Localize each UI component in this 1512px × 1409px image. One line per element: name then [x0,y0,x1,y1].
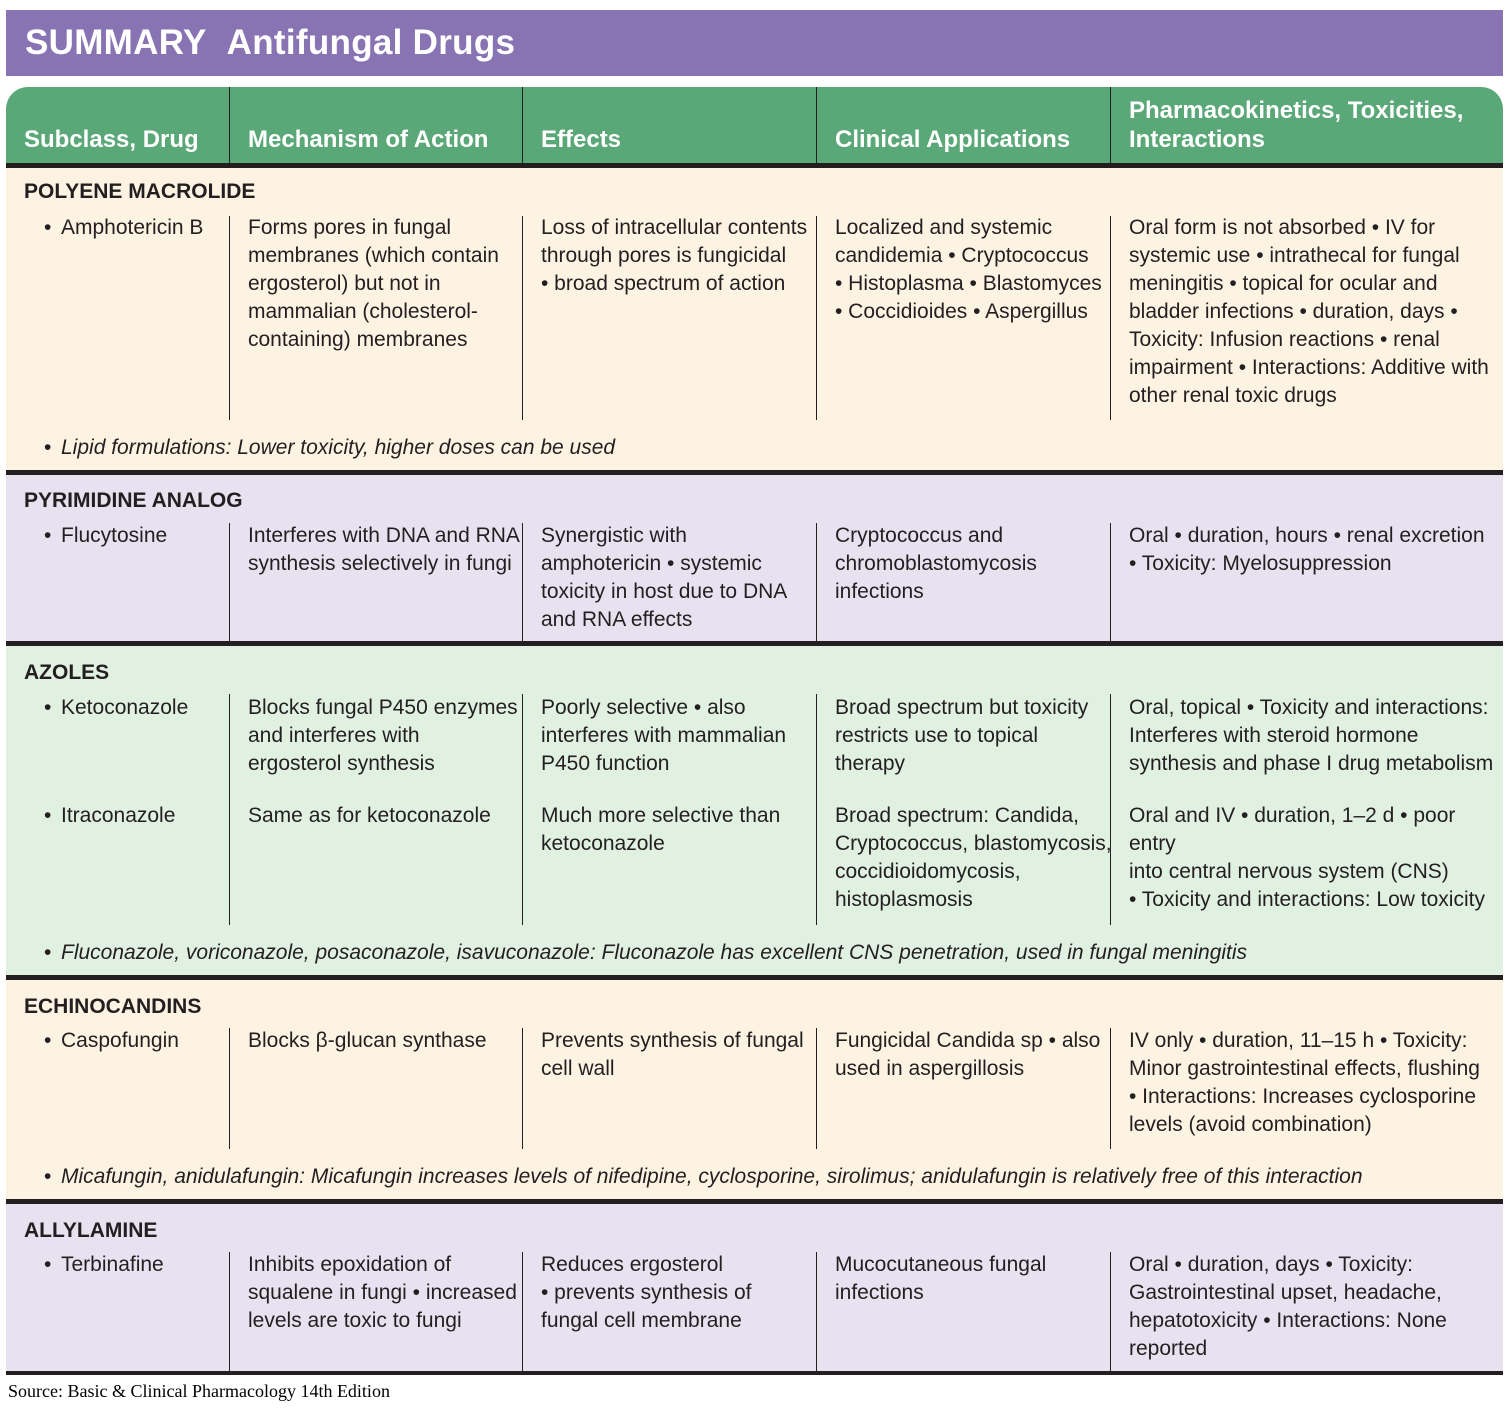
text-line: and RNA effects [541,608,693,631]
text-line: Reduces ergosterol [541,1253,724,1276]
text-line: • Coccidioides • Aspergillus [835,300,1088,323]
text-line: ergosterol synthesis [248,752,435,775]
header-divider [229,87,230,163]
text-line: Minor gastrointestinal effects, flushing [1129,1057,1480,1080]
text-line: hepatotoxicity • Interactions: None [1129,1309,1447,1332]
column-divider [229,694,230,925]
text-line: cell wall [541,1057,615,1080]
text-line: meningitis • topical for ocular and [1129,272,1438,295]
section-note: • Micafungin, anidulafungin: Micafungin increases levels of nifedipine, cyclosporine, sirolimus; anidulafungin is relatively free of this interaction [44,1165,1363,1188]
page-title [25,23,515,63]
column-divider [229,1028,230,1149]
column-divider [229,216,230,420]
section-title: POLYENE MACROLIDE [24,180,256,203]
header-divider [522,87,523,163]
clinical-cell [835,214,1102,326]
text-line: Synergistic with [541,524,687,547]
text-line: bladder infections • duration, days • [1129,300,1458,323]
header-pk-line-2: Interactions [1129,126,1266,153]
column-divider [816,216,817,420]
pharmacokinetics-cell [1129,522,1485,578]
drug-caspofungin: Caspofungin [61,1029,179,1052]
drug-amphotericin-b: Amphotericin B [61,216,204,239]
text-line: Oral, topical • Toxicity and interactions: [1129,696,1489,719]
text-line: • Toxicity: Myelosuppression [1129,552,1392,575]
header-subclass-drug: Subclass, Drug [24,126,199,153]
text-line: levels (avoid combination) [1129,1113,1372,1136]
text-line: coccidioidomycosis, [835,860,1021,883]
text-line: Oral and IV • duration, 1–2 d • poor entry [1129,804,1456,855]
column-divider [816,523,817,641]
text-line: P450 function [541,752,670,775]
column-divider [522,694,523,925]
text-line: used in aspergillosis [835,1057,1025,1080]
header-divider [1110,87,1111,163]
mechanism-cell [248,214,499,354]
text-line: Forms pores in fungal [248,216,452,239]
text-line: Mucocutaneous fungal [835,1253,1047,1276]
drug-name: • Amphotericin B [44,216,204,239]
section-polyene-macrolide [6,168,1503,470]
text-line: toxicity in host due to DNA [541,580,788,603]
source-citation: Source: Basic & Clinical Pharmacology 14th Edition [8,1381,390,1401]
title-label: SUMMARY [25,23,207,62]
text-line: ketoconazole [541,832,665,855]
pharmacokinetics-cell [1129,1027,1480,1139]
drug-name: • Itraconazole [44,804,176,827]
text-line: • prevents synthesis of [541,1281,752,1304]
text-line: containing) membranes [248,328,468,351]
pharmacokinetics-cell [1129,214,1489,410]
text-line: Oral • duration, hours • renal excretion [1129,524,1485,547]
text-line: Inhibits epoxidation of [248,1253,452,1276]
column-divider [816,1028,817,1149]
text-line: • Interactions: Increases cyclosporine [1129,1085,1477,1108]
drug-name: • Flucytosine [44,524,168,547]
text-line: chromoblastomycosis [835,552,1037,575]
text-line: ergosterol) but not in [248,272,441,295]
text-line: impairment • Interactions: Additive with [1129,356,1489,379]
text-line: mammalian (cholesterol- [248,300,478,323]
text-line: histoplasmosis [835,888,973,911]
header-pk-line-1: Pharmacokinetics, Toxicities, [1129,97,1464,124]
clinical-cell [835,1251,1046,1307]
table-header [6,87,1503,163]
section-title: ALLYLAMINE [24,1219,158,1242]
text-line: infections [835,1281,924,1304]
clinical-cell [835,522,1037,606]
text-line: • Toxicity and interactions: Low toxicity [1129,888,1485,911]
drug-flucytosine: Flucytosine [61,524,168,547]
text-line: systemic use • intrathecal for fungal [1129,244,1460,267]
section-title: PYRIMIDINE ANALOG [24,489,243,512]
text-line: Prevents synthesis of fungal [541,1029,804,1052]
text-line: squalene in fungi • increased [248,1281,517,1304]
text-line: therapy [835,752,906,775]
column-divider [522,216,523,420]
text-line: Oral form is not absorbed • IV for [1129,216,1436,239]
text-line: restricts use to topical [835,724,1039,747]
mechanism-cell [248,1251,517,1335]
text-line: Fungicidal Candida sp • also [835,1029,1101,1052]
text-line: Same as for ketoconazole [248,804,491,827]
text-line: Oral • duration, days • Toxicity: [1129,1253,1413,1276]
section-note: • Lipid formulations: Lower toxicity, higher doses can be used [44,436,616,459]
text-line: • Histoplasma • Blastomyces [835,272,1102,295]
section-allylamine [6,1204,1503,1371]
pharmacokinetics-cell [1129,1251,1447,1363]
text-line: Localized and systemic [835,216,1053,239]
text-line: infections [835,580,924,603]
section-title: AZOLES [24,661,110,684]
text-line: Toxicity: Infusion reactions • renal [1129,328,1440,351]
header-pharmacokinetics [1129,96,1463,154]
column-divider [1110,216,1111,420]
effects-cell [541,1027,804,1083]
clinical-cell [835,1027,1100,1083]
text-line: Cryptococcus and [835,524,1004,547]
column-divider [1110,523,1111,641]
text-line: fungal cell membrane [541,1309,742,1332]
column-divider [1110,1028,1111,1149]
section-title: ECHINOCANDINS [24,995,202,1018]
note-text: Fluconazole, voriconazole, posaconazole, isavuconazole: Fluconazole has excellent CNS penetration, used in fungal meningitis [61,941,1248,964]
effects-cell [541,1251,751,1335]
text-line: levels are toxic to fungi [248,1309,462,1332]
drug-name: • Caspofungin [44,1029,179,1052]
header-clinical: Clinical Applications [835,126,1071,153]
pharmacokinetics-cell [1129,694,1493,778]
title-text: Antifungal Drugs [226,23,516,62]
column-divider [229,523,230,641]
drug-terbinafine: Terbinafine [61,1253,164,1276]
effects-cell [541,802,780,858]
text-line: Loss of intracellular contents [541,216,808,239]
text-line: Poorly selective • also [541,696,746,719]
text-line: Blocks β-glucan synthase [248,1029,487,1052]
text-line: and interferes with [248,724,420,747]
clinical-cell [835,694,1088,778]
clinical-cell [835,802,1112,914]
text-line: Broad spectrum: Candida, [835,804,1079,827]
header-mechanism: Mechanism of Action [248,126,489,153]
text-line: synthesis and phase I drug metabolism [1129,752,1494,775]
mechanism-cell [248,1027,487,1055]
text-line: • broad spectrum of action [541,272,786,295]
text-line: reported [1129,1337,1208,1360]
drug-ketoconazole: Ketoconazole [61,696,189,719]
header-divider [816,87,817,163]
text-line: Much more selective than [541,804,781,827]
mechanism-cell [248,522,520,578]
text-line: Interferes with steroid hormone [1129,724,1419,747]
text-line: amphotericin • systemic [541,552,762,575]
drug-name: • Terbinafine [44,1253,164,1276]
section-echinocandins [6,980,1503,1199]
text-line: Blocks fungal P450 enzymes [248,696,518,719]
effects-cell [541,214,807,298]
column-divider [522,1252,523,1371]
column-divider [522,523,523,641]
table-bottom-border [6,1371,1503,1375]
drug-name: • Ketoconazole [44,696,189,719]
text-line: membranes (which contain [248,244,499,267]
text-line: candidemia • Cryptococcus [835,244,1089,267]
effects-cell [541,694,786,778]
column-divider [816,1252,817,1371]
note-text: Micafungin, anidulafungin: Micafungin increases levels of nifedipine, cyclosporine, sirolimus; anidulafungin is relatively free of this interaction [61,1165,1363,1188]
header-effects: Effects [541,126,622,153]
effects-cell [541,522,787,634]
column-divider [816,694,817,925]
section-azoles [6,646,1503,975]
column-divider [1110,1252,1111,1371]
text-line: Interferes with DNA and RNA [248,524,520,547]
column-divider [229,1252,230,1371]
drug-itraconazole: Itraconazole [61,804,176,827]
text-line: IV only • duration, 11–15 h • Toxicity: [1129,1029,1468,1052]
text-line: interferes with mammalian [541,724,787,747]
text-line: Broad spectrum but toxicity [835,696,1089,719]
mechanism-cell [248,694,518,778]
text-line: Cryptococcus, blastomycosis, [835,832,1112,855]
text-line: Gastrointestinal upset, headache, [1129,1281,1442,1304]
title-banner [6,10,1503,76]
note-text: Lipid formulations: Lower toxicity, higher doses can be used [61,436,616,459]
text-line: synthesis selectively in fungi [248,552,512,575]
section-note: • Fluconazole, voriconazole, posaconazole, isavuconazole: Fluconazole has excellent CNS penetration, used in fungal meningitis [44,941,1248,964]
text-line: other renal toxic drugs [1129,384,1337,407]
text-line: through pores is fungicidal [541,244,787,267]
section-pyrimidine-analog [6,475,1503,641]
text-line: into central nervous system (CNS) [1129,860,1449,883]
mechanism-cell [248,802,491,830]
column-divider [522,1028,523,1149]
pharmacokinetics-cell [1129,802,1503,914]
